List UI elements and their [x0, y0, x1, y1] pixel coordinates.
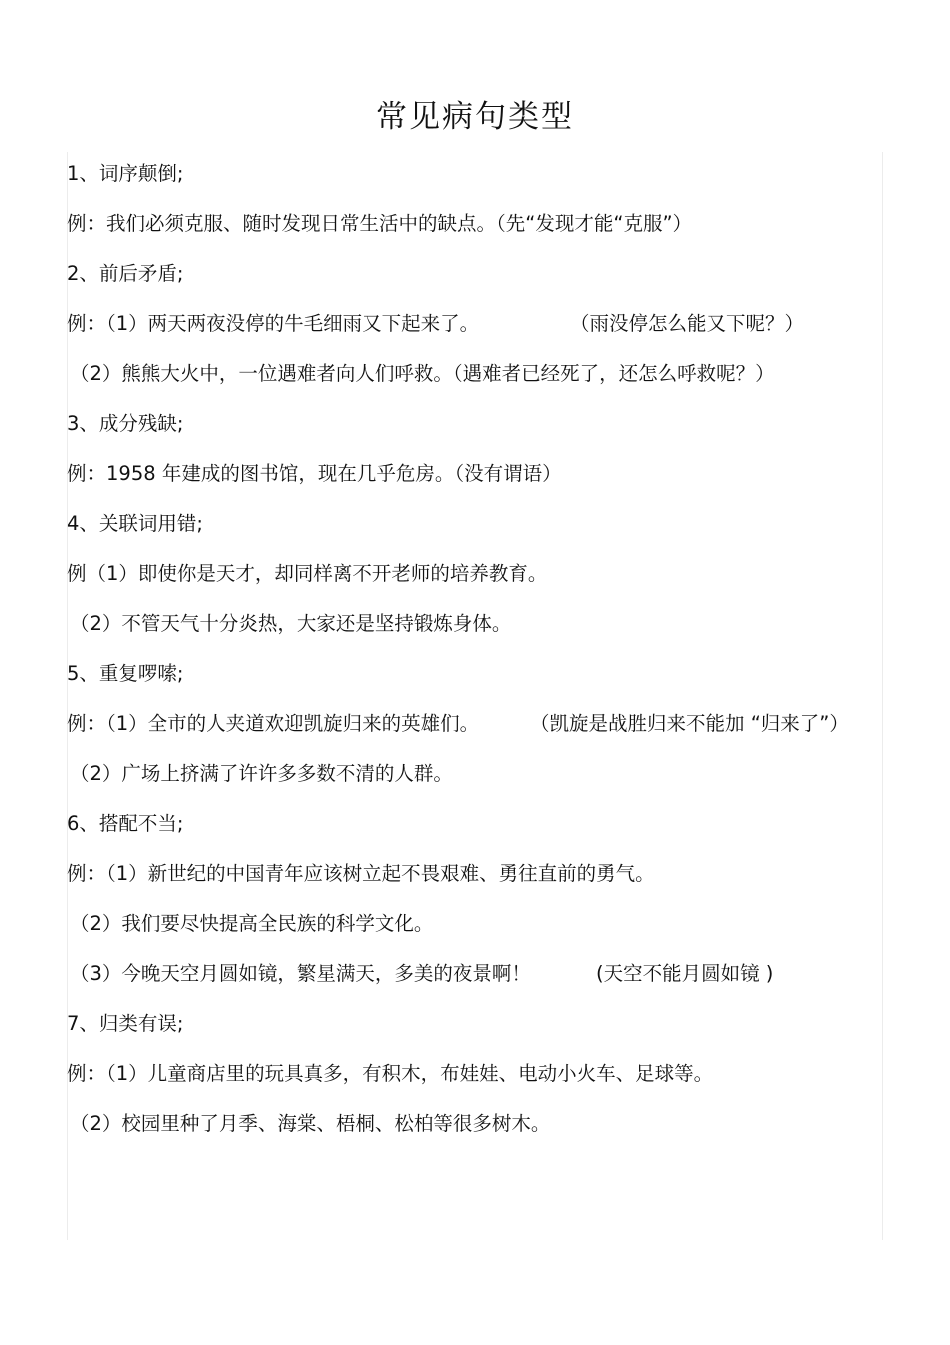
note-redundancy-1: （凯旋是战胜归来不能加 “归来了”） — [530, 712, 849, 735]
section-heading-redundancy: 5、重复啰嗦; — [67, 662, 184, 685]
example-missing-component: 例：1958 年建成的图书馆，现在几乎危房。（没有谓语） — [67, 462, 562, 485]
example-contradiction-1: 例：（1）两天两夜没停的牛毛细雨又下起来了。 — [67, 312, 480, 335]
example-contradiction-2: （2）熊熊大火中，一位遇难者向人们呼救。（遇难者已经死了，还怎么呼救呢？） — [70, 362, 775, 385]
example-conjunction-1: 例（1）即使你是天才，却同样离不开老师的培养教育。 — [67, 562, 548, 585]
page-frame-right-border — [882, 152, 883, 1240]
section-heading-contradiction: 2、前后矛盾; — [67, 262, 184, 285]
example-conjunction-2: （2）不管天气十分炎热，大家还是坚持锻炼身体。 — [70, 612, 512, 635]
note-contradiction-1: （雨没停怎么能又下呢？） — [570, 312, 805, 335]
page-title: 常见病句类型 — [376, 99, 574, 135]
section-heading-conjunction-misuse: 4、关联词用错; — [67, 512, 203, 535]
example-classification-2: （2）校园里种了月季、海棠、梧桐、松柏等很多树木。 — [70, 1112, 551, 1135]
example-mismatch-3: （3）今晚天空月圆如镜，繁星满天，多美的夜景啊！ — [70, 962, 531, 985]
example-redundancy-2: （2）广场上挤满了许许多多数不清的人群。 — [70, 762, 453, 785]
section-heading-missing-component: 3、成分残缺; — [67, 412, 184, 435]
example-word-order: 例：我们必须克服、随时发现日常生活中的缺点。（先“发现才能“克服”） — [67, 212, 693, 235]
example-mismatch-1: 例：（1）新世纪的中国青年应该树立起不畏艰难、勇往直前的勇气。 — [67, 862, 655, 885]
section-heading-word-order: 1、词序颠倒; — [67, 162, 184, 185]
note-mismatch-3: (天空不能月圆如镜 ) — [596, 962, 774, 985]
example-redundancy-1: 例：（1）全市的人夹道欢迎凯旋归来的英雄们。 — [67, 712, 480, 735]
section-heading-classification-error: 7、归类有误; — [67, 1012, 184, 1035]
example-mismatch-2: （2）我们要尽快提高全民族的科学文化。 — [70, 912, 434, 935]
section-heading-mismatch: 6、搭配不当; — [67, 812, 184, 835]
example-classification-1: 例：（1）儿童商店里的玩具真多，有积木，布娃娃、电动小火车、足球等。 — [67, 1062, 714, 1085]
